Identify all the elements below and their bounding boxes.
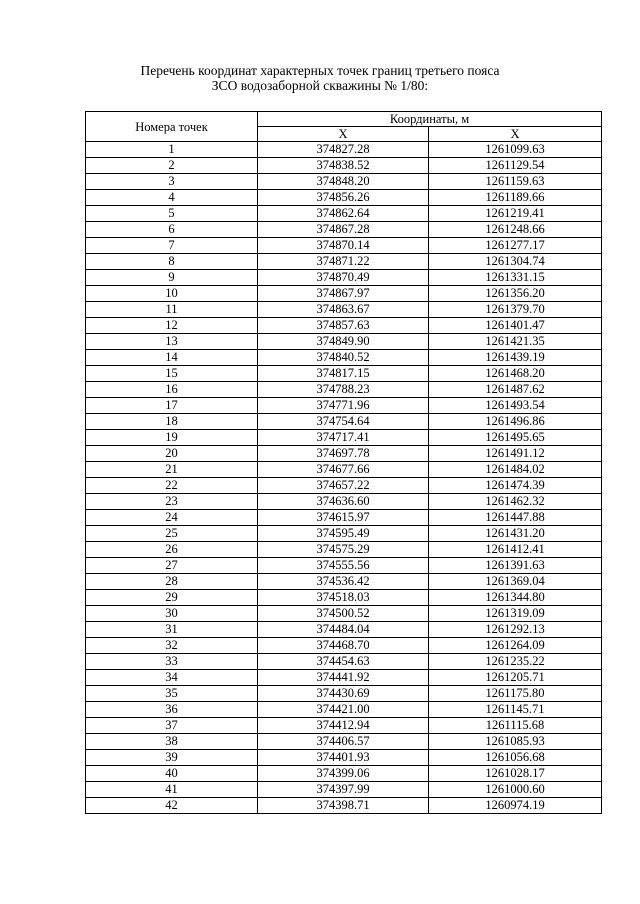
cell-y: 1261028.17 bbox=[429, 766, 602, 782]
document-title bbox=[0, 63, 640, 93]
table-row bbox=[86, 302, 602, 318]
cell-point-number: 6 bbox=[86, 222, 258, 238]
cell-x: 374398.71 bbox=[258, 798, 429, 814]
cell-point-number: 14 bbox=[86, 350, 258, 366]
title-line-1: Перечень координат характерных точек границ третьего пояса bbox=[140, 63, 500, 78]
cell-point-number: 23 bbox=[86, 494, 258, 510]
cell-x: 374468.70 bbox=[258, 638, 429, 654]
cell-x: 374840.52 bbox=[258, 350, 429, 366]
cell-x: 374484.04 bbox=[258, 622, 429, 638]
cell-y: 1261496.86 bbox=[429, 414, 602, 430]
cell-x: 374421.00 bbox=[258, 702, 429, 718]
cell-x: 374848.20 bbox=[258, 174, 429, 190]
cell-point-number: 33 bbox=[86, 654, 258, 670]
cell-y: 1261344.80 bbox=[429, 590, 602, 606]
cell-x: 374518.03 bbox=[258, 590, 429, 606]
cell-x: 374697.78 bbox=[258, 446, 429, 462]
cell-x: 374856.26 bbox=[258, 190, 429, 206]
cell-y: 1261379.70 bbox=[429, 302, 602, 318]
cell-y: 1261447.88 bbox=[429, 510, 602, 526]
coordinates-table bbox=[85, 111, 602, 814]
cell-y: 1261484.02 bbox=[429, 462, 602, 478]
cell-point-number: 28 bbox=[86, 574, 258, 590]
cell-point-number: 21 bbox=[86, 462, 258, 478]
cell-y: 1261235.22 bbox=[429, 654, 602, 670]
cell-point-number: 36 bbox=[86, 702, 258, 718]
cell-y: 1261277.17 bbox=[429, 238, 602, 254]
cell-y: 1261391.63 bbox=[429, 558, 602, 574]
table-row bbox=[86, 254, 602, 270]
cell-point-number: 20 bbox=[86, 446, 258, 462]
cell-y: 1261248.66 bbox=[429, 222, 602, 238]
cell-point-number: 29 bbox=[86, 590, 258, 606]
title-line-2: ЗСО водозаборной скважины № 1/80: bbox=[211, 78, 429, 93]
cell-y: 1261495.65 bbox=[429, 430, 602, 446]
cell-y: 1261159.63 bbox=[429, 174, 602, 190]
table-row bbox=[86, 526, 602, 542]
cell-y: 1261000.60 bbox=[429, 782, 602, 798]
cell-point-number: 7 bbox=[86, 238, 258, 254]
cell-point-number: 5 bbox=[86, 206, 258, 222]
cell-x: 374863.67 bbox=[258, 302, 429, 318]
cell-point-number: 15 bbox=[86, 366, 258, 382]
cell-y: 1261219.41 bbox=[429, 206, 602, 222]
cell-y: 1261189.66 bbox=[429, 190, 602, 206]
cell-y: 1261421.35 bbox=[429, 334, 602, 350]
table-row bbox=[86, 766, 602, 782]
cell-y: 1261468.20 bbox=[429, 366, 602, 382]
cell-point-number: 9 bbox=[86, 270, 258, 286]
cell-point-number: 17 bbox=[86, 398, 258, 414]
cell-y: 1261401.47 bbox=[429, 318, 602, 334]
cell-y: 1261462.32 bbox=[429, 494, 602, 510]
cell-point-number: 27 bbox=[86, 558, 258, 574]
cell-point-number: 42 bbox=[86, 798, 258, 814]
cell-x: 374636.60 bbox=[258, 494, 429, 510]
cell-x: 374867.28 bbox=[258, 222, 429, 238]
table-row bbox=[86, 190, 602, 206]
cell-point-number: 4 bbox=[86, 190, 258, 206]
cell-x: 374817.15 bbox=[258, 366, 429, 382]
cell-x: 374412.94 bbox=[258, 718, 429, 734]
cell-x: 374454.63 bbox=[258, 654, 429, 670]
table-row bbox=[86, 782, 602, 798]
cell-x: 374615.97 bbox=[258, 510, 429, 526]
cell-x: 374838.52 bbox=[258, 158, 429, 174]
cell-x: 374430.69 bbox=[258, 686, 429, 702]
table-row bbox=[86, 382, 602, 398]
cell-y: 1261145.71 bbox=[429, 702, 602, 718]
cell-y: 1261292.13 bbox=[429, 622, 602, 638]
table-body bbox=[86, 142, 602, 814]
table-row bbox=[86, 494, 602, 510]
cell-y: 1260974.19 bbox=[429, 798, 602, 814]
table-row bbox=[86, 542, 602, 558]
table-row bbox=[86, 750, 602, 766]
cell-x: 374827.28 bbox=[258, 142, 429, 158]
table-row bbox=[86, 174, 602, 190]
table-row bbox=[86, 142, 602, 158]
table-row bbox=[86, 158, 602, 174]
cell-y: 1261129.54 bbox=[429, 158, 602, 174]
cell-x: 374397.99 bbox=[258, 782, 429, 798]
table-row bbox=[86, 270, 602, 286]
header-x: X bbox=[258, 127, 429, 142]
cell-y: 1261493.54 bbox=[429, 398, 602, 414]
cell-y: 1261099.63 bbox=[429, 142, 602, 158]
cell-x: 374399.06 bbox=[258, 766, 429, 782]
table-row bbox=[86, 718, 602, 734]
cell-point-number: 37 bbox=[86, 718, 258, 734]
cell-point-number: 25 bbox=[86, 526, 258, 542]
table-row bbox=[86, 414, 602, 430]
cell-x: 374717.41 bbox=[258, 430, 429, 446]
cell-point-number: 38 bbox=[86, 734, 258, 750]
table-row bbox=[86, 734, 602, 750]
table-row bbox=[86, 510, 602, 526]
cell-y: 1261085.93 bbox=[429, 734, 602, 750]
table-row bbox=[86, 622, 602, 638]
cell-x: 374657.22 bbox=[258, 478, 429, 494]
cell-y: 1261319.09 bbox=[429, 606, 602, 622]
cell-point-number: 11 bbox=[86, 302, 258, 318]
cell-point-number: 40 bbox=[86, 766, 258, 782]
cell-x: 374862.64 bbox=[258, 206, 429, 222]
table-row bbox=[86, 702, 602, 718]
cell-x: 374871.22 bbox=[258, 254, 429, 270]
cell-x: 374500.52 bbox=[258, 606, 429, 622]
cell-x: 374870.49 bbox=[258, 270, 429, 286]
table-row bbox=[86, 286, 602, 302]
table-row bbox=[86, 318, 602, 334]
cell-x: 374867.97 bbox=[258, 286, 429, 302]
cell-y: 1261304.74 bbox=[429, 254, 602, 270]
table-row bbox=[86, 558, 602, 574]
cell-point-number: 35 bbox=[86, 686, 258, 702]
cell-point-number: 39 bbox=[86, 750, 258, 766]
cell-x: 374401.93 bbox=[258, 750, 429, 766]
table-row bbox=[86, 606, 602, 622]
cell-y: 1261205.71 bbox=[429, 670, 602, 686]
cell-x: 374555.56 bbox=[258, 558, 429, 574]
table-row bbox=[86, 574, 602, 590]
table-row bbox=[86, 798, 602, 814]
cell-point-number: 32 bbox=[86, 638, 258, 654]
table-row bbox=[86, 334, 602, 350]
cell-y: 1261264.09 bbox=[429, 638, 602, 654]
cell-point-number: 13 bbox=[86, 334, 258, 350]
cell-point-number: 31 bbox=[86, 622, 258, 638]
cell-point-number: 2 bbox=[86, 158, 258, 174]
table-row bbox=[86, 430, 602, 446]
table-row bbox=[86, 238, 602, 254]
cell-y: 1261175.80 bbox=[429, 686, 602, 702]
table-row bbox=[86, 366, 602, 382]
cell-point-number: 10 bbox=[86, 286, 258, 302]
cell-point-number: 19 bbox=[86, 430, 258, 446]
table-row bbox=[86, 446, 602, 462]
cell-y: 1261412.41 bbox=[429, 542, 602, 558]
cell-x: 374857.63 bbox=[258, 318, 429, 334]
cell-point-number: 30 bbox=[86, 606, 258, 622]
cell-point-number: 16 bbox=[86, 382, 258, 398]
cell-x: 374754.64 bbox=[258, 414, 429, 430]
table-row bbox=[86, 222, 602, 238]
table-row bbox=[86, 462, 602, 478]
cell-y: 1261487.62 bbox=[429, 382, 602, 398]
table-row bbox=[86, 670, 602, 686]
cell-point-number: 24 bbox=[86, 510, 258, 526]
cell-y: 1261369.04 bbox=[429, 574, 602, 590]
cell-y: 1261491.12 bbox=[429, 446, 602, 462]
header-y: X bbox=[429, 127, 602, 142]
table-row bbox=[86, 654, 602, 670]
cell-x: 374406.57 bbox=[258, 734, 429, 750]
cell-x: 374536.42 bbox=[258, 574, 429, 590]
table-row bbox=[86, 478, 602, 494]
cell-y: 1261474.39 bbox=[429, 478, 602, 494]
cell-point-number: 22 bbox=[86, 478, 258, 494]
cell-x: 374441.92 bbox=[258, 670, 429, 686]
table-row bbox=[86, 350, 602, 366]
cell-x: 374575.29 bbox=[258, 542, 429, 558]
cell-x: 374677.66 bbox=[258, 462, 429, 478]
cell-y: 1261431.20 bbox=[429, 526, 602, 542]
cell-point-number: 26 bbox=[86, 542, 258, 558]
cell-y: 1261056.68 bbox=[429, 750, 602, 766]
header-point-numbers: Номера точек bbox=[86, 112, 258, 142]
table-row bbox=[86, 638, 602, 654]
cell-x: 374595.49 bbox=[258, 526, 429, 542]
cell-point-number: 34 bbox=[86, 670, 258, 686]
cell-y: 1261439.19 bbox=[429, 350, 602, 366]
cell-x: 374849.90 bbox=[258, 334, 429, 350]
cell-point-number: 12 bbox=[86, 318, 258, 334]
cell-point-number: 18 bbox=[86, 414, 258, 430]
header-coordinates: Координаты, м bbox=[258, 112, 602, 127]
cell-point-number: 41 bbox=[86, 782, 258, 798]
cell-y: 1261115.68 bbox=[429, 718, 602, 734]
table-row bbox=[86, 398, 602, 414]
table-row bbox=[86, 206, 602, 222]
table-row bbox=[86, 686, 602, 702]
cell-point-number: 3 bbox=[86, 174, 258, 190]
cell-x: 374788.23 bbox=[258, 382, 429, 398]
cell-point-number: 8 bbox=[86, 254, 258, 270]
table-row bbox=[86, 590, 602, 606]
cell-point-number: 1 bbox=[86, 142, 258, 158]
cell-x: 374771.96 bbox=[258, 398, 429, 414]
cell-y: 1261356.20 bbox=[429, 286, 602, 302]
cell-y: 1261331.15 bbox=[429, 270, 602, 286]
cell-x: 374870.14 bbox=[258, 238, 429, 254]
